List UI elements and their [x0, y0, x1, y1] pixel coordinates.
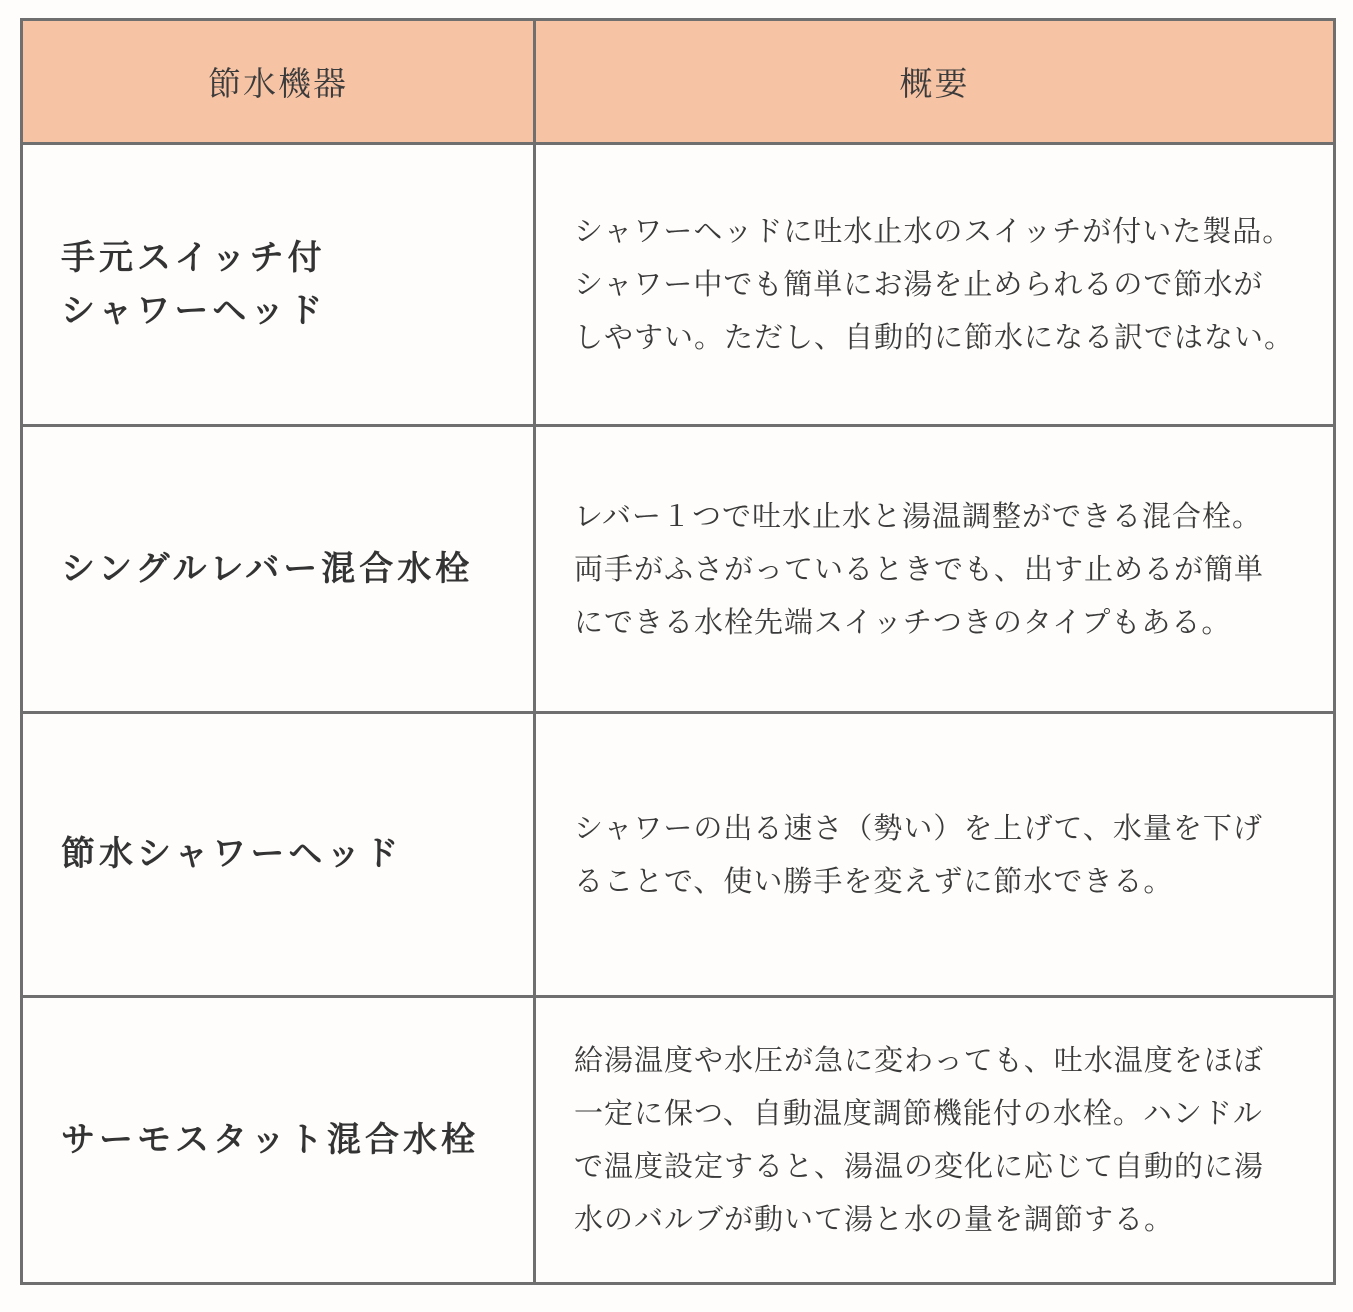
summary-cell [535, 426, 1335, 713]
device-name-line: サーモスタット混合水栓 [61, 1119, 479, 1160]
water-saving-devices-table [20, 18, 1336, 1285]
table-header-row [22, 20, 1335, 144]
summary-line: シャワー中でも簡単にお湯を止められるので節水が [574, 267, 1264, 301]
summary-line: にできる水栓先端スイッチつきのタイプもある。 [574, 604, 1232, 639]
table-row [22, 144, 1335, 426]
table-row [22, 997, 1335, 1284]
device-name-line: 手元スイッチ付 [61, 237, 326, 278]
device-name-line: シャワーヘッド [61, 290, 327, 331]
summary-line: 水のバルブが動いて湯と水の量を調節する。 [574, 1202, 1175, 1236]
device-name-cell [22, 997, 535, 1284]
summary-line: ることで、使い勝手を変えずに節水できる。 [574, 863, 1174, 898]
device-name-line: 節水シャワーヘッド [61, 834, 403, 874]
device-name-line: シングルレバー混合水栓 [61, 548, 474, 589]
summary-line: 給湯温度や水圧が急に変わっても、吐水温度をほぼ [574, 1043, 1264, 1077]
device-name-cell [22, 426, 535, 713]
summary-line: 一定に保つ、自動温度調節機能付の水栓。ハンドル [574, 1096, 1263, 1130]
summary-line: しやすい。ただし、自動的に節水になる訳ではない。 [574, 320, 1295, 354]
summary-line: シャワーの出る速さ（勢い）を上げて、水量を下げ [574, 810, 1263, 845]
summary-line: シャワーヘッドに吐水止水のスイッチが付いた製品。 [574, 214, 1293, 248]
summary-cell [535, 144, 1335, 426]
device-name-cell [22, 713, 535, 997]
device-name-cell [22, 144, 535, 426]
table-row [22, 426, 1335, 713]
summary-line: レバー１つで吐水止水と湯温調整ができる混合栓。 [574, 498, 1262, 533]
summary-cell [535, 713, 1335, 997]
summary-cell [535, 997, 1335, 1284]
column-header-summary: 概要 [535, 20, 1335, 144]
table-row [22, 713, 1335, 997]
summary-line: で温度設定すると、湯温の変化に応じて自動的に湯 [574, 1149, 1265, 1183]
summary-line: 両手がふさがっているときでも、出す止めるが簡単 [574, 551, 1265, 586]
column-header-device: 節水機器 [22, 20, 535, 144]
